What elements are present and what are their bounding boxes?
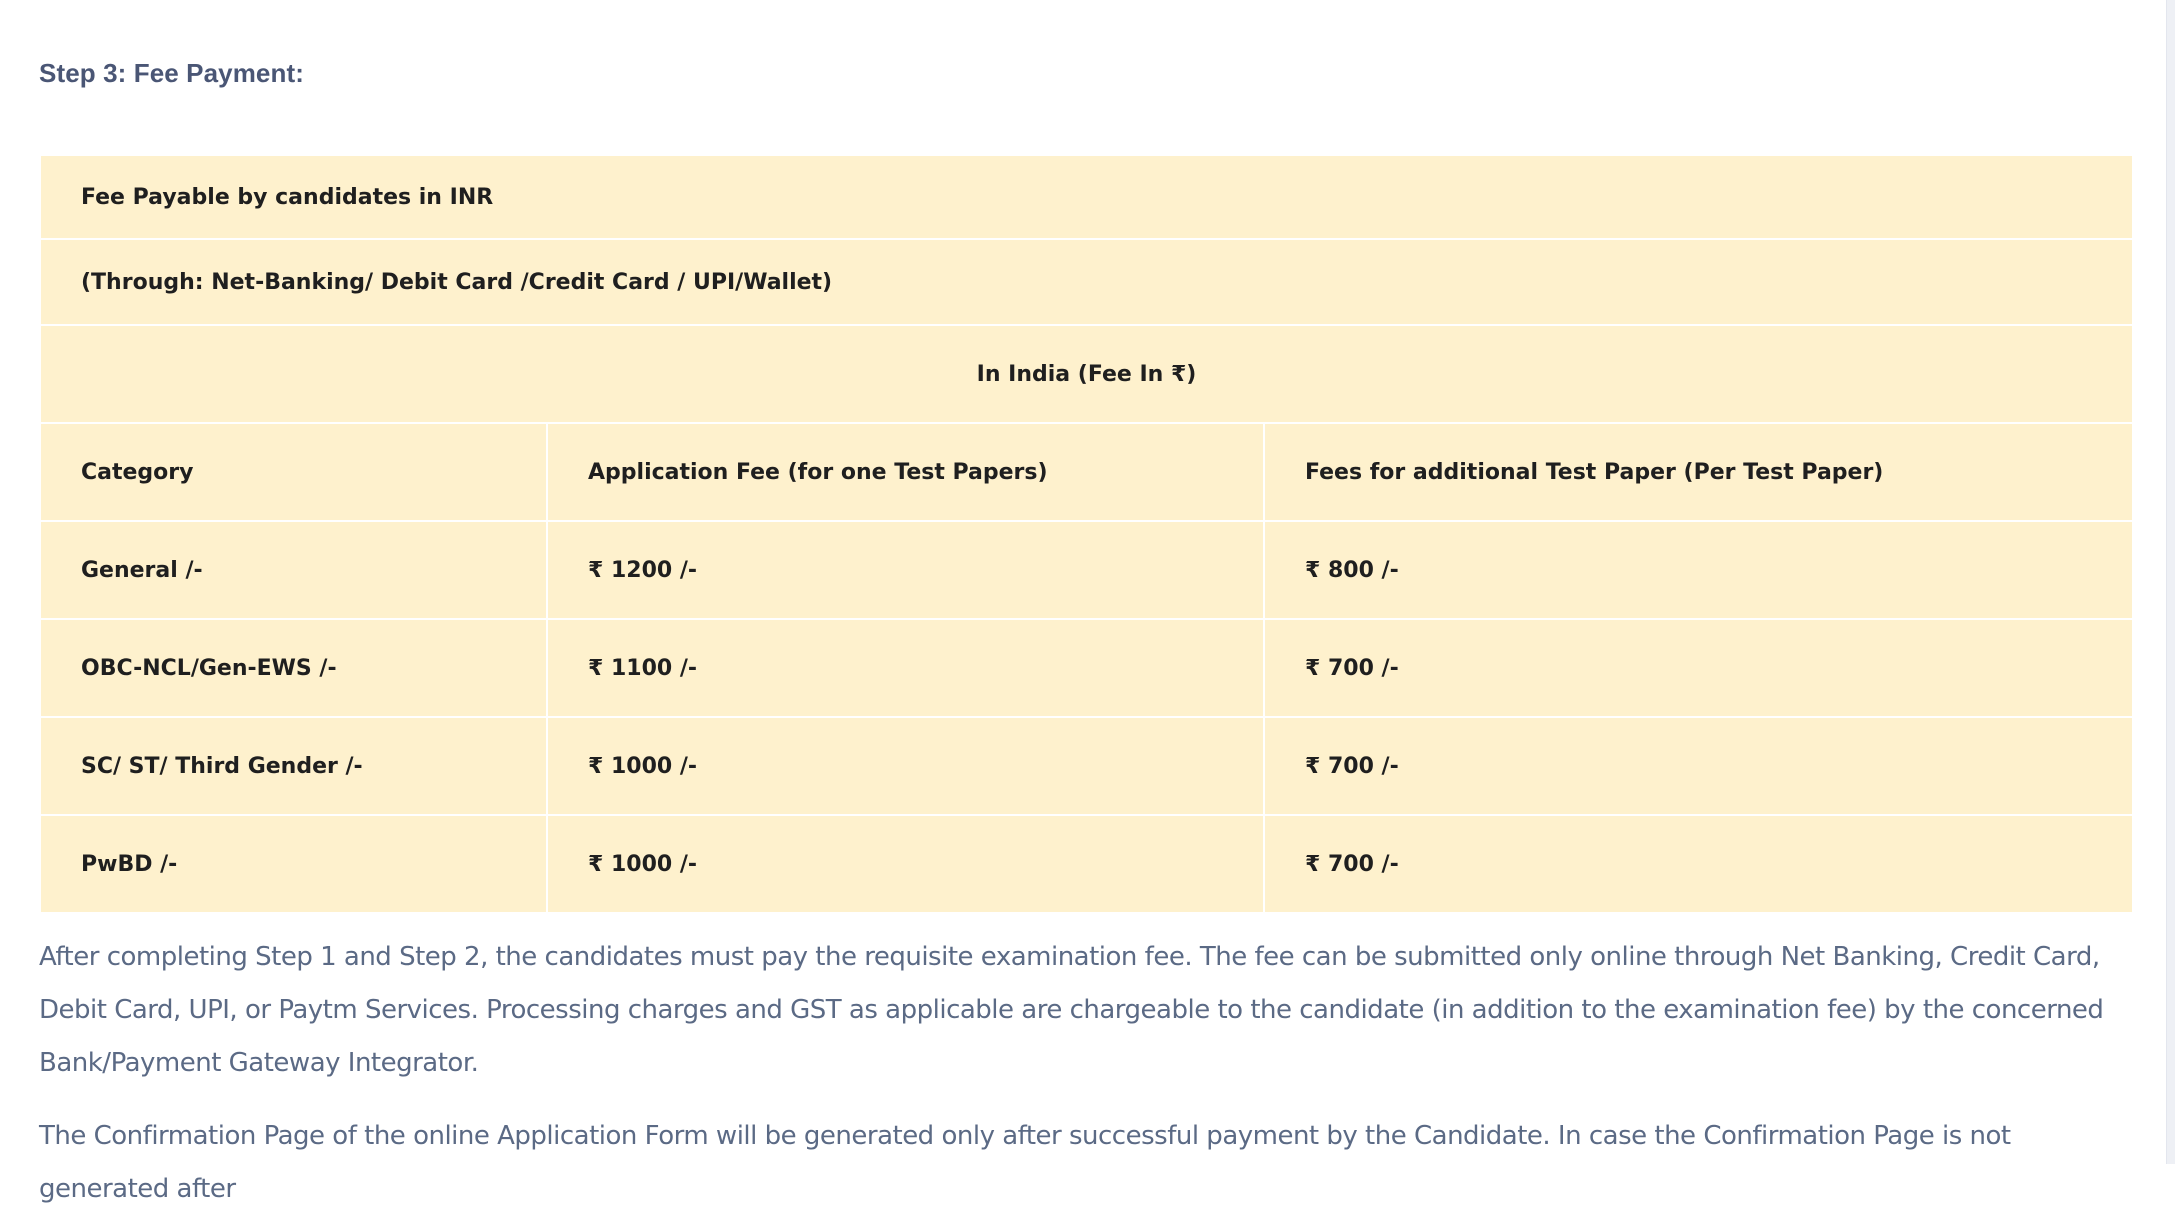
category-cell: SC/ ST/ Third Gender /- — [40, 717, 547, 815]
additional-fee-cell: ₹ 800 /- — [1264, 521, 2133, 619]
application-fee-cell: ₹ 1100 /- — [547, 619, 1264, 717]
confirmation-page-paragraph: The Confirmation Page of the online Application Form will be generated only after successful payment by the Candidate. In case the Confirmation Page is not generated after — [39, 1121, 2011, 1204]
scrollbar-track[interactable] — [2166, 0, 2175, 1164]
table-row — [40, 619, 2133, 717]
column-header-category: Category — [40, 423, 547, 521]
additional-fee-cell: ₹ 700 /- — [1264, 717, 2133, 815]
table-region-row — [40, 325, 2133, 423]
table-title-row — [40, 155, 2133, 239]
additional-fee-cell: ₹ 700 /- — [1264, 815, 2133, 913]
category-cell: OBC-NCL/Gen-EWS /- — [40, 619, 547, 717]
table-payment-modes-row — [40, 239, 2133, 325]
table-row — [40, 815, 2133, 913]
additional-fee-cell: ₹ 700 /- — [1264, 619, 2133, 717]
step-heading: Step 3: Fee Payment: — [39, 58, 304, 88]
fee-table — [39, 154, 2134, 914]
application-fee-cell: ₹ 1000 /- — [547, 815, 1264, 913]
category-cell: General /- — [40, 521, 547, 619]
table-payment-modes: (Through: Net-Banking/ Debit Card /Credit Card / UPI/Wallet) — [40, 239, 2133, 325]
table-region-header: In India (Fee In ₹) — [40, 325, 2133, 423]
category-cell: PwBD /- — [40, 815, 547, 913]
column-header-application-fee: Application Fee (for one Test Papers) — [547, 423, 1264, 521]
application-fee-cell: ₹ 1200 /- — [547, 521, 1264, 619]
fee-payment-paragraph: After completing Step 1 and Step 2, the candidates must pay the requisite examination fee. The fee can be submitted only online through Net Banking, Credit Card, Debit Card, UPI, or Paytm Services. Processing charges and GST as applicable are chargeable to the candidate (in addition to the examination fee) by the concerned Bank/Payment Gateway Integrator. — [39, 942, 2104, 1078]
table-row — [40, 717, 2133, 815]
table-title: Fee Payable by candidates in INR — [40, 155, 2133, 239]
table-row — [40, 521, 2133, 619]
application-fee-cell: ₹ 1000 /- — [547, 717, 1264, 815]
column-header-additional-fee: Fees for additional Test Paper (Per Test Paper) — [1264, 423, 2133, 521]
table-header-row — [40, 423, 2133, 521]
